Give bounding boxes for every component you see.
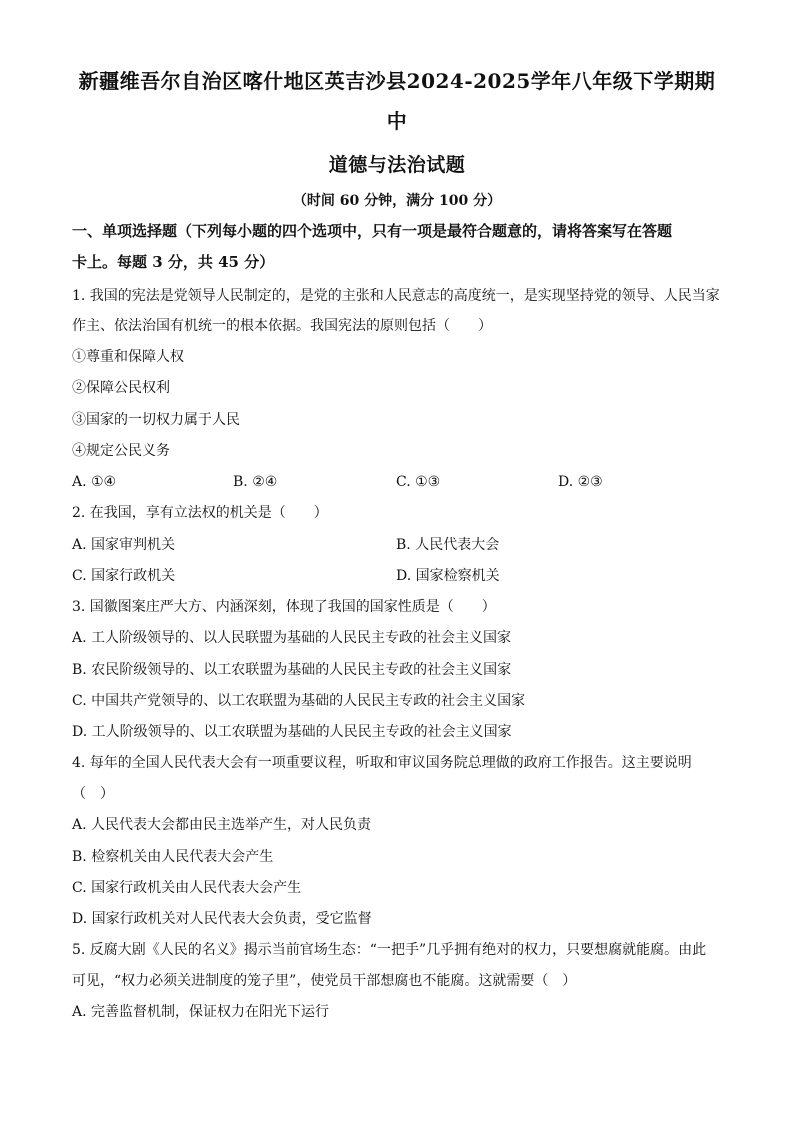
q3-option-c: C. 中国共产党领导的、以工农联盟为基础的人民民主专政的社会主义国家 [72, 693, 526, 709]
q4-option-a: A. 人民代表大会都由民主选举产生，对人民负责 [72, 817, 372, 833]
q2-option-a: A. 国家审判机关 [72, 537, 176, 553]
q1-option-c: C. ①③ [396, 474, 441, 490]
q1-option-a: A. ①④ [72, 474, 117, 490]
section-heading [72, 216, 724, 278]
exam-title-line-1: 新疆维吾尔自治区喀什地区英吉沙县2024-2025学年八年级下学期期 [78, 69, 716, 93]
q5-stem-line-2: 可见，“权力必须关进制度的笼子里”，使党员干部想腐也不能腐。这就需要（ ） [72, 973, 577, 989]
q2-option-d: D. 国家检察机关 [396, 568, 500, 584]
q1-option-b: B. ②④ [233, 474, 278, 490]
q1-stem-line-1: 1. 我国的宪法是党领导人民制定的，是党的主张和人民意志的高度统一，是实现坚持党的领导、人民当家 [72, 288, 720, 304]
exam-title-line-2: 中 [386, 109, 408, 133]
section-heading-line-2: 卡上。每题 3 分，共 45 分） [72, 253, 275, 271]
q3-stem: 3. 国徽图案庄严大方、内涵深刻，体现了我国的国家性质是（ ） [72, 599, 496, 615]
q5-option-a: A. 完善监督机制，保证权力在阳光下运行 [72, 1004, 330, 1020]
q1-item-4: ④规定公民义务 [72, 443, 170, 459]
q3-option-d: D. 工人阶级领导的、以工农联盟为基础的人民民主专政的社会主义国家 [72, 724, 512, 740]
q1-item-1: ①尊重和保障人权 [72, 349, 184, 365]
q4-option-c: C. 国家行政机关由人民代表大会产生 [72, 880, 302, 896]
q4-option-d: D. 国家行政机关对人民代表大会负责，受它监督 [72, 911, 372, 927]
exam-subject: 道德与法治试题 [328, 154, 466, 176]
q4-stem-line-2: （ ） [72, 786, 114, 802]
exam-time-score: （时间 60 分钟，满分 100 分） [292, 193, 502, 209]
q4-stem-line-1: 4. 每年的全国人民代表大会有一项重要议程，听取和审议国务院总理做的政府工作报告。这主要说明 [72, 755, 692, 771]
q1-option-d: D. ②③ [558, 474, 603, 490]
q2-stem: 2. 在我国，享有立法权的机关是（ ） [72, 505, 328, 521]
q1-item-2: ②保障公民权利 [72, 380, 170, 396]
q1-item-3: ③国家的一切权力属于人民 [72, 412, 240, 428]
q3-option-a: A. 工人阶级领导的、以人民联盟为基础的人民民主专政的社会主义国家 [72, 630, 512, 646]
q5-stem-line-1: 5. 反腐大剧《人民的名义》揭示当前官场生态：“一把手”几乎拥有绝对的权力，只要想腐就能腐。由此 [72, 942, 707, 958]
q2-option-c: C. 国家行政机关 [72, 568, 176, 584]
q3-option-b: B. 农民阶级领导的、以工农联盟为基础的人民民主专政的社会主义国家 [72, 662, 512, 678]
section-heading-line-1: 一、单项选择题（下列每小题的四个选项中，只有一项是最符合题意的，请将答案写在答题 [72, 222, 673, 240]
q2-option-b: B. 人民代表大会 [396, 537, 500, 553]
q1-stem-line-2: 作主、依法治国有机统一的根本依据。我国宪法的原则包括（ ） [72, 318, 492, 334]
q4-option-b: B. 检察机关由人民代表大会产生 [72, 849, 274, 865]
